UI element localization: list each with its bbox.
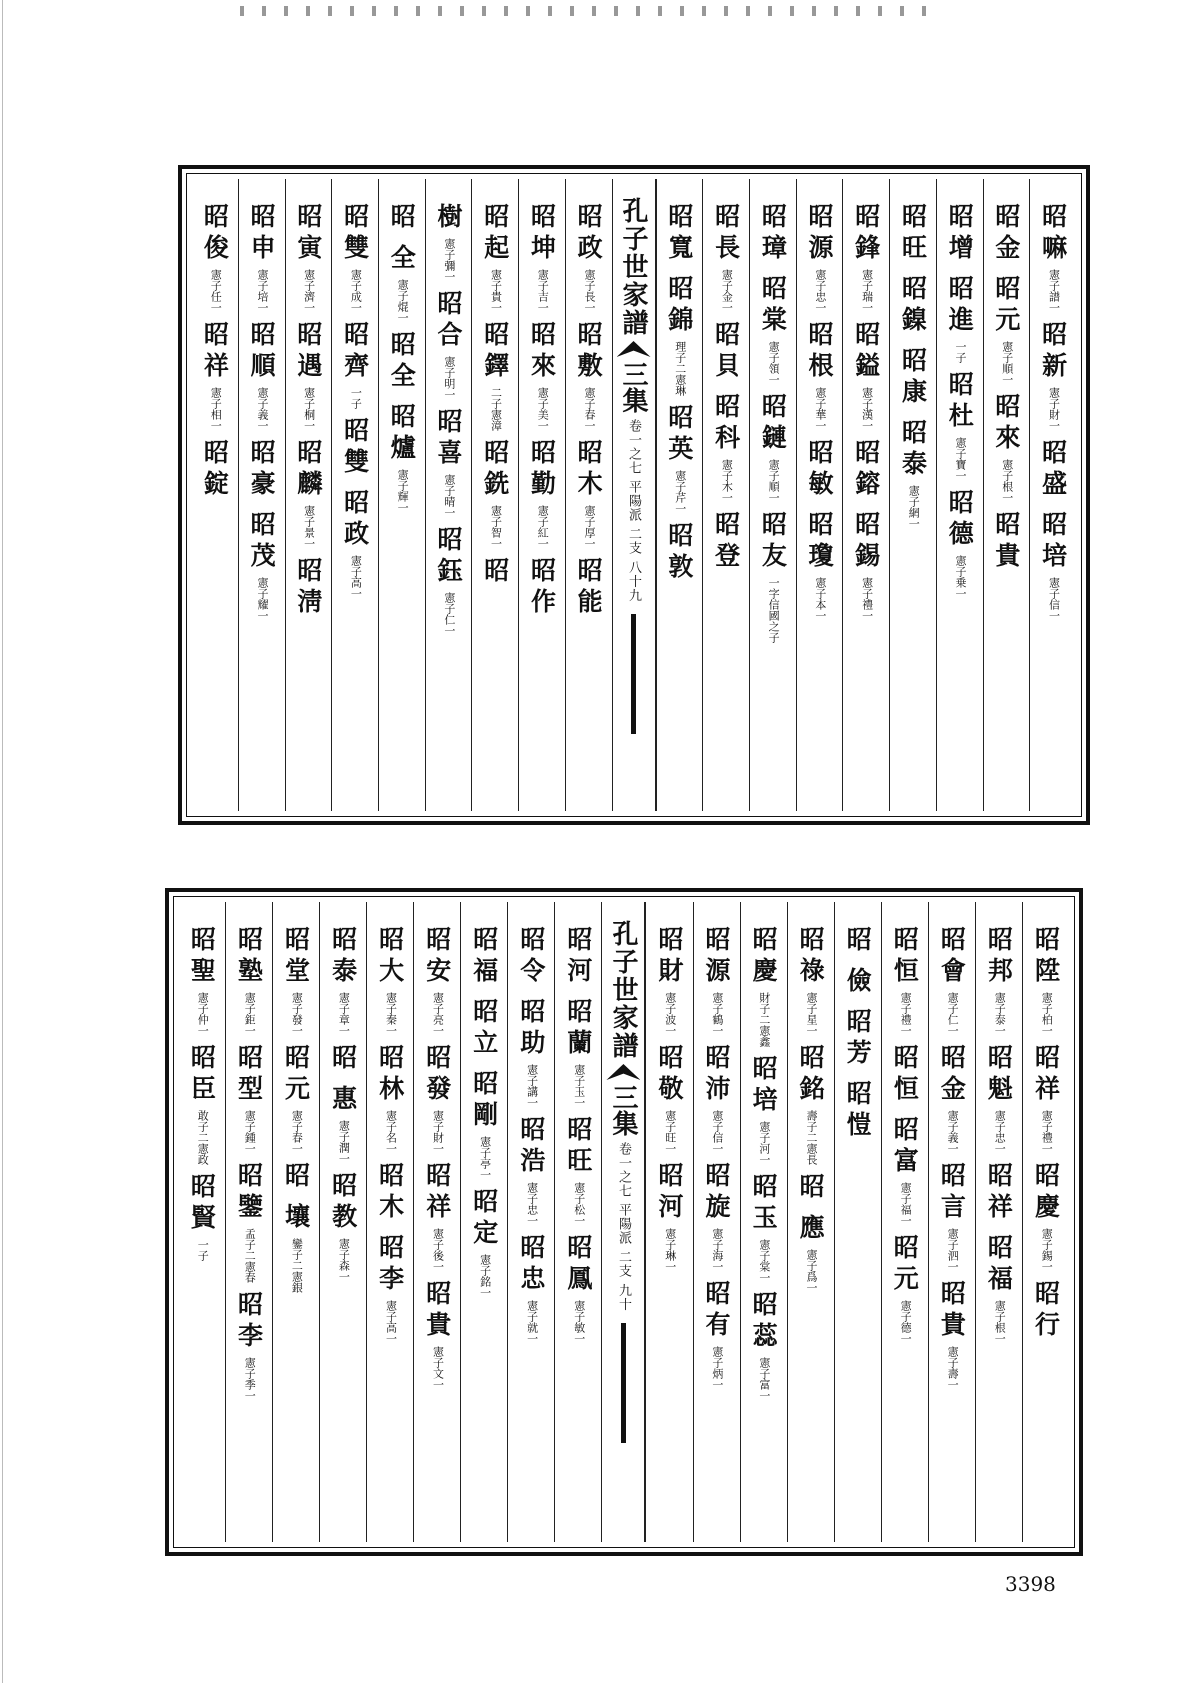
person-name: 昭起 [480, 203, 510, 265]
genealogy-column [413, 902, 460, 1542]
fish-tail-mark-icon [617, 341, 651, 357]
person-name: 昭爐 [387, 403, 417, 465]
lineage-note: 憲子富一 [757, 1357, 771, 1401]
person-name: 昭財 [654, 926, 684, 988]
person-name: 昭發 [422, 1044, 452, 1106]
lineage-note: 憲子星一 [804, 992, 818, 1036]
center-title-column [612, 179, 656, 811]
lineage-note: 憲子海一 [710, 1228, 724, 1272]
lineage-note: 憲子仁一 [946, 992, 960, 1036]
person-name: 昭杜 [945, 371, 975, 433]
lineage-note: 憲子根一 [993, 1300, 1007, 1344]
genealogy-column [518, 179, 565, 811]
person-name: 昭鏈 [758, 393, 788, 455]
lineage-note: 憲子貴一 [489, 269, 503, 313]
lineage-note: 憲子網一 [907, 485, 921, 529]
person-name: 昭申 [247, 203, 277, 265]
lineage-note: 憲子銘一 [478, 1254, 492, 1298]
lineage-note: 憲子相一 [209, 387, 223, 431]
lineage-note: 憲子棠一 [757, 1239, 771, 1283]
person-name: 昭 [281, 1162, 311, 1193]
person-name: 昭雙 [340, 203, 370, 265]
genealogy-page-bottom [165, 888, 1083, 1556]
person-name: 昭錫 [851, 511, 881, 573]
person-name: 昭友 [758, 511, 788, 573]
lineage-note: 憲子吉一 [536, 269, 550, 313]
genealogy-column [928, 902, 975, 1542]
person-name: 昭錠 [200, 439, 230, 501]
person-name: 昭祿 [796, 926, 826, 988]
lineage-note: 憲子波一 [663, 992, 677, 1036]
lineage-note: 一子 [196, 1239, 210, 1261]
person-name: 昭旺 [898, 203, 928, 265]
lineage-note: 憲子忠一 [993, 1110, 1007, 1154]
genealogy-page-top [178, 165, 1090, 825]
genealogy-column [507, 902, 554, 1542]
genealogy-column [1022, 902, 1069, 1542]
lineage-note: 憲子高一 [349, 555, 363, 599]
lineage-note: 憲子領一 [767, 341, 781, 385]
person-name: 昭瓊 [805, 511, 835, 573]
person-name: 昭康 [898, 347, 928, 409]
person-name: 昭忠 [516, 1234, 546, 1296]
person-name: 昭泰 [328, 926, 358, 988]
lineage-note: 憲子譜一 [1047, 269, 1061, 313]
person-name: 昭行 [1031, 1280, 1061, 1342]
person-name: 昭鈺 [434, 526, 464, 588]
person-name: 昭貴 [422, 1280, 452, 1342]
lineage-note: 憲子金一 [720, 269, 734, 313]
person-name: 昭雙 [340, 417, 370, 479]
lineage-note: 憲子泗一 [946, 1228, 960, 1272]
lineage-note: 憲子錫一 [1040, 1228, 1054, 1272]
lineage-note: 憲子厚一 [582, 505, 596, 549]
person-name: 昭增 [945, 203, 975, 265]
lineage-note: 憲子季一 [243, 1357, 257, 1401]
lineage-note: 憲子彌一 [442, 238, 456, 282]
person-name: 昭木 [375, 1162, 405, 1224]
genealogy-column [238, 179, 285, 811]
genealogy-column [889, 179, 936, 811]
lineage-note: 一子 [954, 341, 968, 363]
volume-label: 三集 [607, 1084, 638, 1136]
person-name: 昭祥 [1031, 1044, 1061, 1106]
person-name: 昭泰 [898, 419, 928, 481]
genealogy-column [378, 179, 425, 811]
section-label: 卷一之七 平陽派 二支 八十九 [626, 419, 642, 603]
lineage-note: 理子二憲琳 [673, 341, 687, 396]
person-name: 昭玉 [749, 1173, 779, 1235]
person-name: 昭貝 [711, 321, 741, 383]
person-name: 昭盛 [1038, 439, 1068, 501]
lineage-note: 憲子財一 [1047, 387, 1061, 431]
person-name: 昭賢 [187, 1173, 217, 1235]
lineage-note: 一子 [349, 387, 363, 409]
person-name: 昭邦 [984, 926, 1014, 988]
genealogy-column [936, 179, 983, 811]
lineage-note: 憲子智一 [489, 505, 503, 549]
person-name: 昭祥 [200, 321, 230, 383]
genealogy-column [881, 902, 928, 1542]
genealogy-column [740, 902, 787, 1542]
lineage-note: 憲子仲一 [196, 992, 210, 1036]
lineage-note: 財子二憲鑫 [757, 992, 771, 1047]
columns-bottom [179, 902, 1069, 1542]
genealogy-column [983, 179, 1030, 811]
person-name: 昭 [328, 1044, 358, 1075]
person-name: 昭浩 [516, 1116, 546, 1178]
person-name: 昭合 [434, 290, 464, 352]
lineage-note: 憲子鉅一 [243, 992, 257, 1036]
lineage-note: 憲子華一 [813, 387, 827, 431]
person-name: 昭 [796, 1173, 826, 1204]
person-name: 昭源 [805, 203, 835, 265]
genealogy-column [425, 179, 472, 811]
genealogy-column [656, 179, 703, 811]
lineage-note: 憲子森一 [337, 1238, 351, 1282]
genealogy-column [179, 902, 225, 1542]
person-name: 昭剛 [469, 1070, 499, 1132]
person-name: 昭麟 [293, 439, 323, 501]
person-name: 昭培 [1038, 511, 1068, 573]
person-name: 昭貴 [937, 1280, 967, 1342]
person-name: 昭順 [247, 321, 277, 383]
person-name: 昭進 [945, 275, 975, 337]
genealogy-column [319, 902, 366, 1542]
lineage-note: 憲子義一 [946, 1110, 960, 1154]
person-name: 樹 [434, 203, 464, 234]
person-name: 昭河 [563, 926, 593, 988]
person-name: 昭助 [516, 998, 546, 1060]
lineage-note: 憲子泰一 [993, 992, 1007, 1036]
person-name: 昭豪 [247, 439, 277, 501]
genealogy-column [366, 902, 413, 1542]
lineage-note: 憲子敏一 [572, 1300, 586, 1344]
person-name: 昭慶 [1031, 1162, 1061, 1224]
lineage-note: 憲子忠一 [525, 1182, 539, 1226]
person-name: 昭蕊 [749, 1291, 779, 1353]
person-name: 昭齊 [340, 321, 370, 383]
lineage-note: 憲子寶一 [954, 437, 968, 481]
fish-tail-mark-icon [606, 1064, 640, 1080]
person-name: 全 [387, 244, 417, 275]
lineage-note: 憲子順一 [1000, 341, 1014, 385]
book-title: 孔子世家譜 [618, 197, 649, 337]
lineage-note: 憲子輝一 [396, 469, 410, 513]
genealogy-column [787, 902, 834, 1542]
person-name: 昭政 [340, 489, 370, 551]
page-edge-line [2, 0, 3, 1683]
scan-artifact [240, 6, 940, 16]
person-name: 昭祥 [422, 1162, 452, 1224]
lineage-note: 憲子漢一 [860, 387, 874, 431]
columns-top [192, 179, 1076, 811]
person-name: 昭令 [516, 926, 546, 988]
lineage-note: 憲子信一 [710, 1110, 724, 1154]
person-name: 昭嘛 [1038, 203, 1068, 265]
person-name: 昭俊 [200, 203, 230, 265]
genealogy-column [460, 902, 507, 1542]
person-name: 昭鎳 [898, 275, 928, 337]
lineage-note: 憲子高一 [384, 1300, 398, 1344]
genealogy-column [842, 179, 889, 811]
person-name: 昭蘭 [563, 998, 593, 1060]
genealogy-column [285, 179, 332, 811]
lineage-note: 憲子乗一 [954, 555, 968, 599]
lineage-note: 孟子二憲春 [243, 1228, 257, 1283]
black-rule [631, 614, 636, 734]
genealogy-column [1029, 179, 1076, 811]
person-name: 昭元 [281, 1044, 311, 1106]
lineage-note: 憲子章一 [337, 992, 351, 1036]
genealogy-column [702, 179, 749, 811]
person-name: 昭堂 [281, 926, 311, 988]
genealogy-column [645, 902, 692, 1542]
person-name: 昭安 [422, 926, 452, 988]
lineage-note: 憲子培一 [255, 269, 269, 313]
lineage-note: 憲子發一 [290, 992, 304, 1036]
person-name: 昭全 [387, 331, 417, 393]
person-name: 昭英 [664, 404, 694, 466]
person-name: 昭慶 [749, 926, 779, 988]
person-name: 昭木 [574, 439, 604, 501]
person-name: 昭聖 [187, 926, 217, 988]
person-name: 昭寬 [664, 203, 694, 265]
person-name: 昭政 [574, 203, 604, 265]
person-name: 昭金 [937, 1044, 967, 1106]
person-name: 昭恒 [890, 926, 920, 988]
person-name: 昭李 [375, 1234, 405, 1296]
person-name: 昭言 [937, 1162, 967, 1224]
genealogy-column [565, 179, 612, 811]
lineage-note: 憲子鍾一 [243, 1110, 257, 1154]
lineage-note: 憲子文一 [431, 1346, 445, 1390]
lineage-note: 鑾子二憲銀 [290, 1238, 304, 1293]
genealogy-column [331, 179, 378, 811]
person-name: 昭祥 [984, 1162, 1014, 1224]
person-name: 昭坤 [527, 203, 557, 265]
black-rule [621, 1323, 626, 1443]
lineage-note: 一字信國之子 [767, 577, 781, 643]
genealogy-column [554, 902, 601, 1542]
person-name: 儉 [843, 967, 873, 998]
section-label: 卷一之七 平陽派 二支 九十 [615, 1142, 631, 1312]
person-name: 昭銘 [796, 1044, 826, 1106]
person-name: 昭棠 [758, 275, 788, 337]
person-name: 昭陞 [1031, 926, 1061, 988]
person-name: 惠 [328, 1085, 358, 1116]
lineage-note: 憲子亮一 [431, 992, 445, 1036]
person-name: 昭金 [991, 203, 1021, 265]
person-name: 昭 [843, 926, 873, 957]
person-name: 昭芳 [843, 1008, 873, 1070]
person-name: 昭登 [711, 511, 741, 573]
page-number: 3398 [1005, 1572, 1056, 1596]
lineage-note: 憲子後一 [431, 1228, 445, 1272]
lineage-note: 憲子長一 [582, 269, 596, 313]
person-name: 昭培 [749, 1055, 779, 1117]
lineage-note: 憲子美一 [536, 387, 550, 431]
book-title: 孔子世家譜 [607, 920, 638, 1060]
lineage-note: 憲子桐一 [302, 387, 316, 431]
genealogy-column [834, 902, 881, 1542]
person-name: 昭富 [890, 1116, 920, 1178]
person-name: 昭科 [711, 393, 741, 455]
lineage-note: 憲子炳一 [710, 1346, 724, 1390]
lineage-note: 憲子義一 [255, 387, 269, 431]
lineage-note: 憲子福一 [899, 1182, 913, 1226]
lineage-note: 憲子仁一 [442, 592, 456, 636]
lineage-note: 憲子就一 [525, 1300, 539, 1344]
person-name: 昭元 [991, 275, 1021, 337]
lineage-note: 憲子春一 [290, 1110, 304, 1154]
person-name: 昭塾 [234, 926, 264, 988]
lineage-note: 憲子焜一 [396, 279, 410, 323]
genealogy-column [192, 179, 238, 811]
lineage-note: 憲子亭一 [478, 1136, 492, 1180]
person-name: 昭沛 [702, 1044, 732, 1106]
lineage-note: 憲子木一 [720, 459, 734, 503]
lineage-note: 憲子春一 [582, 387, 596, 431]
lineage-note: 憲子秦一 [384, 992, 398, 1036]
lineage-note: 憲子名一 [384, 1110, 398, 1154]
lineage-note: 憲子成一 [349, 269, 363, 313]
person-name: 昭林 [375, 1044, 405, 1106]
genealogy-column [975, 902, 1022, 1542]
genealogy-column [225, 902, 272, 1542]
person-name: 昭源 [702, 926, 732, 988]
person-name: 昭作 [527, 557, 557, 619]
person-name: 昭會 [937, 926, 967, 988]
person-name: 昭福 [469, 926, 499, 988]
lineage-note: 敢子二憲政 [196, 1110, 210, 1165]
person-name: 昭錦 [664, 275, 694, 337]
person-name: 昭李 [234, 1291, 264, 1353]
person-name: 昭恒 [890, 1044, 920, 1106]
person-name: 昭臣 [187, 1044, 217, 1106]
lineage-note: 憲子琳一 [663, 1228, 677, 1272]
lineage-note: 憲子根一 [1000, 459, 1014, 503]
genealogy-column [272, 902, 319, 1542]
person-name: 昭勤 [527, 439, 557, 501]
person-name: 昭遇 [293, 321, 323, 383]
lineage-note: 憲子旺一 [663, 1110, 677, 1154]
lineage-note: 憲子財一 [431, 1110, 445, 1154]
lineage-note: 憲子玉一 [572, 1064, 586, 1108]
person-name: 昭型 [234, 1044, 264, 1106]
lineage-note: 憲子任一 [209, 269, 223, 313]
person-name: 昭 [387, 203, 417, 234]
person-name: 昭鐸 [480, 321, 510, 383]
genealogy-column [749, 179, 796, 811]
lineage-note: 憲子松一 [572, 1182, 586, 1226]
person-name: 昭愷 [843, 1080, 873, 1142]
lineage-note: 二子憲漳 [489, 387, 503, 431]
lineage-note: 憲子明一 [442, 356, 456, 400]
person-name: 昭新 [1038, 321, 1068, 383]
person-name: 昭有 [702, 1280, 732, 1342]
person-name: 昭喜 [434, 408, 464, 470]
person-name: 昭德 [945, 489, 975, 551]
person-name: 昭來 [527, 321, 557, 383]
lineage-note: 憲子芹一 [673, 470, 687, 514]
lineage-note: 憲子壽一 [946, 1346, 960, 1390]
person-name: 昭 [480, 557, 510, 588]
person-name: 昭來 [991, 393, 1021, 455]
person-name: 昭鎔 [851, 439, 881, 501]
person-name: 昭魁 [984, 1044, 1014, 1106]
person-name: 昭旋 [702, 1162, 732, 1224]
person-name: 昭銑 [480, 439, 510, 501]
lineage-note: 憲子忠一 [813, 269, 827, 313]
lineage-note: 壽子二憲長 [804, 1110, 818, 1165]
person-name: 壤 [281, 1203, 311, 1234]
person-name: 昭大 [375, 926, 405, 988]
person-name: 昭教 [328, 1172, 358, 1234]
person-name: 昭福 [984, 1234, 1014, 1296]
lineage-note: 憲子河一 [757, 1121, 771, 1165]
volume-label: 三集 [618, 361, 649, 413]
lineage-note: 憲子信一 [1047, 577, 1061, 621]
lineage-note: 憲子晴一 [442, 474, 456, 518]
person-name: 昭長 [711, 203, 741, 265]
person-name: 昭鎰 [851, 321, 881, 383]
person-name: 昭敏 [805, 439, 835, 501]
person-name: 應 [796, 1214, 826, 1245]
lineage-note: 憲子景一 [302, 505, 316, 549]
lineage-note: 憲子瑞一 [860, 269, 874, 313]
lineage-note: 憲子禮一 [860, 577, 874, 621]
lineage-note: 憲子紅一 [536, 505, 550, 549]
lineage-note: 憲子禮一 [1040, 1110, 1054, 1154]
lineage-note: 憲子耀一 [255, 577, 269, 621]
person-name: 昭鳳 [563, 1234, 593, 1296]
person-name: 昭河 [654, 1162, 684, 1224]
person-name: 昭立 [469, 998, 499, 1060]
genealogy-column [796, 179, 843, 811]
person-name: 昭旺 [563, 1116, 593, 1178]
person-name: 昭定 [469, 1188, 499, 1250]
person-name: 昭根 [805, 321, 835, 383]
lineage-note: 憲子本一 [813, 577, 827, 621]
lineage-note: 憲子鶴一 [710, 992, 724, 1036]
person-name: 昭茂 [247, 511, 277, 573]
person-name: 昭鑒 [234, 1162, 264, 1224]
person-name: 昭能 [574, 557, 604, 619]
lineage-note: 憲子順一 [767, 459, 781, 503]
person-name: 昭鋒 [851, 203, 881, 265]
person-name: 昭敷 [574, 321, 604, 383]
lineage-note: 憲子柏一 [1040, 992, 1054, 1036]
lineage-note: 憲子禮一 [899, 992, 913, 1036]
person-name: 昭淸 [293, 557, 323, 619]
person-name: 昭元 [890, 1234, 920, 1296]
genealogy-column [693, 902, 740, 1542]
center-title-column [601, 902, 645, 1542]
lineage-note: 憲子爲一 [804, 1249, 818, 1293]
person-name: 昭敬 [654, 1044, 684, 1106]
lineage-note: 憲子潤一 [337, 1120, 351, 1164]
lineage-note: 憲子濟一 [302, 269, 316, 313]
person-name: 昭敦 [664, 522, 694, 584]
person-name: 昭寅 [293, 203, 323, 265]
person-name: 昭貴 [991, 511, 1021, 573]
lineage-note: 憲子德一 [899, 1300, 913, 1344]
lineage-note: 憲子講一 [525, 1064, 539, 1108]
person-name: 昭璋 [758, 203, 788, 265]
genealogy-column [471, 179, 518, 811]
